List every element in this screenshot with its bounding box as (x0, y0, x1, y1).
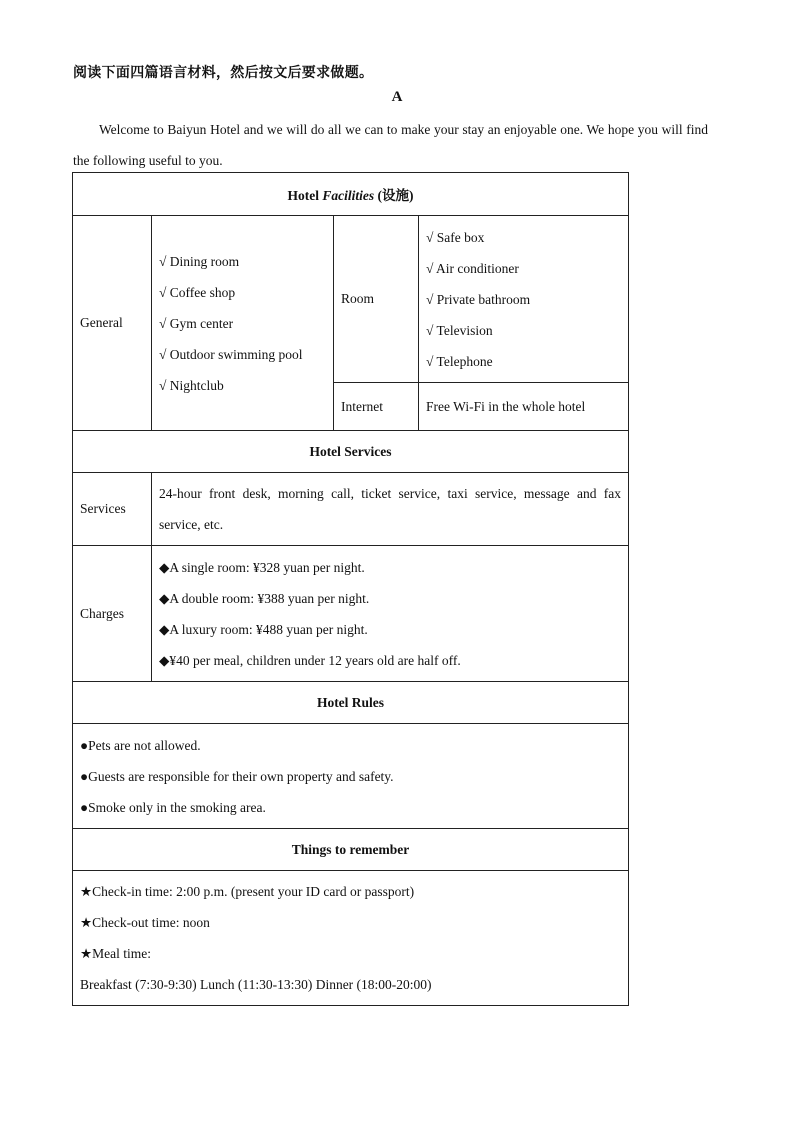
services-header-row (73, 431, 629, 473)
general-item: √ Gym center (159, 315, 234, 331)
rule-item: ●Guests are responsible for their own property and safety. (80, 768, 394, 784)
facilities-row-room (73, 216, 629, 383)
services-label: Services (73, 473, 152, 546)
room-item: √ Air conditioner (426, 260, 519, 276)
rules-header-row (73, 682, 629, 724)
facilities-header-prefix: Hotel (287, 188, 323, 203)
room-item: √ Telephone (426, 353, 493, 369)
remember-item: ★Check-out time: noon (80, 915, 210, 930)
remember-header-row (73, 829, 629, 871)
general-item: √ Coffee shop (159, 284, 236, 300)
charges-label: Charges (73, 546, 152, 682)
charge-item: ◆A single room: ¥328 yuan per night. (159, 559, 365, 575)
room-item: √ Private bathroom (426, 291, 531, 307)
rules-list (73, 724, 629, 829)
general-item: √ Nightclub (159, 377, 224, 393)
rules-row (73, 724, 629, 829)
hotel-info-table (72, 172, 629, 1006)
rule-item: ●Smoke only in the smoking area. (80, 799, 266, 815)
charge-item: ◆A double room: ¥388 yuan per night. (159, 590, 370, 606)
charge-item: ◆¥40 per meal, children under 12 years old are half off. (159, 652, 461, 668)
remember-item: ★Check-in time: 2:00 p.m. (present your ID card or passport) (80, 884, 415, 899)
charges-row (73, 546, 629, 682)
facilities-header (73, 173, 629, 216)
charge-item: ◆A luxury room: ¥488 yuan per night. (159, 621, 368, 637)
room-label: Room (334, 216, 419, 383)
services-text: 24-hour front desk, morning call, ticket service, taxi service, message and fax service, etc. (152, 473, 629, 546)
remember-header: Things to remember (73, 829, 629, 871)
general-list (152, 216, 334, 431)
intro-paragraph: Welcome to Baiyun Hotel and we will do all we can to make your stay an enjoyable one. We hope you will find the following useful to you. (73, 122, 708, 168)
internet-label: Internet (334, 383, 419, 431)
section-label: A (391, 89, 403, 105)
facilities-header-italic: Facilities (322, 188, 375, 203)
facilities-header-row (73, 173, 629, 216)
room-item: √ Safe box (426, 229, 485, 245)
internet-value: Free Wi-Fi in the whole hotel (419, 383, 629, 431)
charges-list (152, 546, 629, 682)
room-item: √ Television (426, 322, 493, 338)
facilities-header-suffix: (设施) (374, 188, 414, 203)
general-item: √ Dining room (159, 253, 240, 269)
rule-item: ●Pets are not allowed. (80, 737, 201, 753)
remember-item: ★Meal time: (80, 946, 151, 961)
remember-row (73, 871, 629, 1006)
remember-list (73, 871, 629, 1006)
general-label: General (73, 216, 152, 431)
services-row (73, 473, 629, 546)
remember-item: Breakfast (7:30-9:30) Lunch (11:30-13:30) Dinner (18:00-20:00) (80, 977, 432, 992)
services-header: Hotel Services (73, 431, 629, 473)
room-list (419, 216, 629, 383)
instruction-heading: 阅读下面四篇语言材料，然后按文后要求做题。 (73, 65, 374, 81)
rules-header: Hotel Rules (73, 682, 629, 724)
general-item: √ Outdoor swimming pool (159, 346, 303, 362)
